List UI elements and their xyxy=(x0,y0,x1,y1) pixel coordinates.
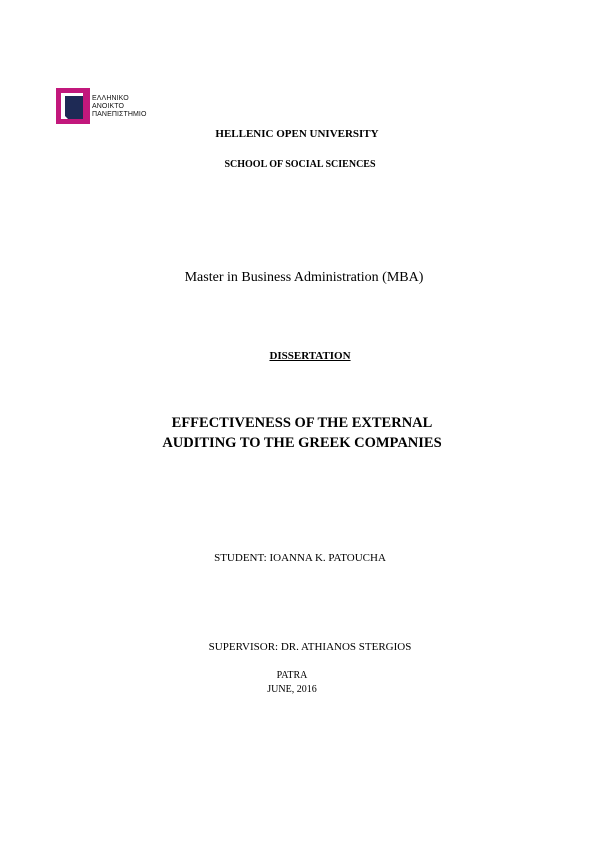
school-name: SCHOOL OF SOCIAL SCIENCES xyxy=(224,159,376,170)
place: PATRA xyxy=(276,670,308,681)
student-name: STUDENT: IOANNA K. PATOUCHA xyxy=(214,552,386,564)
dissertation-title xyxy=(2,413,600,453)
university-name: HELLENIC OPEN UNIVERSITY xyxy=(215,128,379,140)
document-type: DISSERTATION xyxy=(269,350,351,362)
program-name: Master in Business Administration (MBA) xyxy=(184,270,424,285)
supervisor-name: SUPERVISOR: DR. ATHIANOS STERGIOS xyxy=(208,641,412,653)
title-line-2: AUDITING TO THE GREEK COMPANIES xyxy=(162,435,442,451)
university-logo xyxy=(56,88,156,128)
title-line-1: EFFECTIVENESS OF THE EXTERNAL xyxy=(171,415,433,431)
logo-line-2: ΑΝΟΙΚΤΟ xyxy=(92,103,125,110)
date: JUNE, 2016 xyxy=(267,684,317,695)
logo-line-3: ΠΑΝΕΠΙΣΤΗΜΙΟ xyxy=(92,111,147,118)
logo-wordmark xyxy=(92,95,147,119)
university-logo-icon xyxy=(56,88,90,124)
logo-line-1: ΕΛΛΗΝΙΚΟ xyxy=(92,95,129,102)
